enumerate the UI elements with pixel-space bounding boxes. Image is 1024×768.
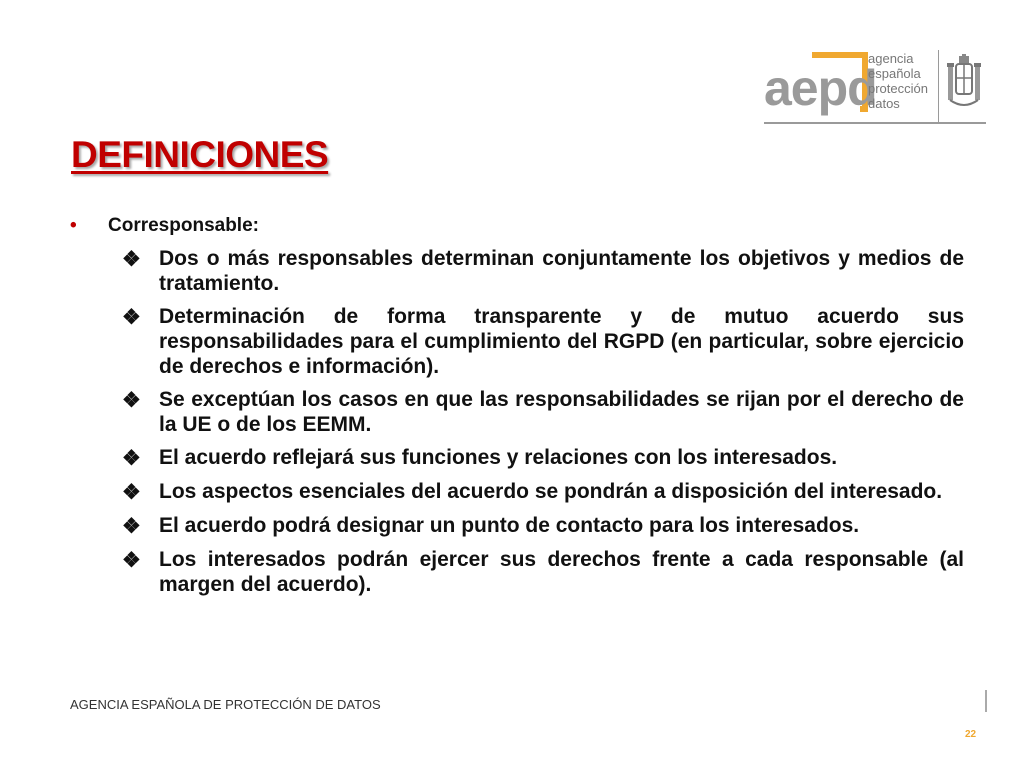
diamond-bullet-icon: ❖ [122,447,141,470]
list-item [122,513,964,539]
list-item-text: Se exceptúan los casos en que las responsabilidades se rijan por el derecho de la UE o de los EEMM. [159,388,964,436]
list-item [122,387,964,437]
list-item-text: Dos o más responsables determinan conjuntamente los objetivos y medios de tratamiento. [159,247,964,295]
diamond-bullet-icon: ❖ [122,389,141,412]
logo-line: agencia [868,51,914,66]
logo-line: protección [868,81,928,96]
section-heading-item [70,214,964,238]
diamond-bullet-icon: ❖ [122,306,141,329]
definition-list [70,246,964,597]
list-item-text: Los interesados podrán ejercer sus derechos frente a cada responsable (al margen del acuerdo). [159,548,964,596]
footer-divider [985,690,987,712]
page-title: DEFINICIONES [71,134,329,175]
list-item [122,246,964,296]
section-heading: Corresponsable: [108,215,259,236]
content-body [70,214,964,605]
footer-organization: AGENCIA ESPAÑOLA DE PROTECCIÓN DE DATOS [70,697,381,712]
logo-divider [938,50,939,122]
list-item [122,479,964,505]
logo-line: datos [868,96,900,111]
list-item-text: Determinación de forma transparente y de mutuo acuerdo sus responsabilidades para el cumplimiento del RGPD (en particular, sobre ejercicio de derechos e información). [159,305,964,378]
diamond-bullet-icon: ❖ [122,481,141,504]
logo-underline [764,122,986,124]
list-item-text: Los aspectos esenciales del acuerdo se pondrán a disposición del interesado. [159,480,943,503]
list-item-text: El acuerdo reflejará sus funciones y relaciones con los interesados. [159,446,838,469]
logo-agency-name [868,51,928,111]
list-item [122,445,964,471]
spain-coat-of-arms-icon [946,54,982,114]
list-item [122,304,964,379]
diamond-bullet-icon: ❖ [122,515,141,538]
aepd-logo [764,46,988,128]
diamond-bullet-icon: ❖ [122,248,141,271]
logo-wordmark: aepd [764,60,877,116]
diamond-bullet-icon: ❖ [122,549,141,572]
list-item [122,547,964,597]
list-item-text: El acuerdo podrá designar un punto de contacto para los interesados. [159,514,860,537]
page-number: 22 [965,729,977,740]
logo-line: española [868,66,921,81]
bullet-dot-icon: • [70,215,77,236]
